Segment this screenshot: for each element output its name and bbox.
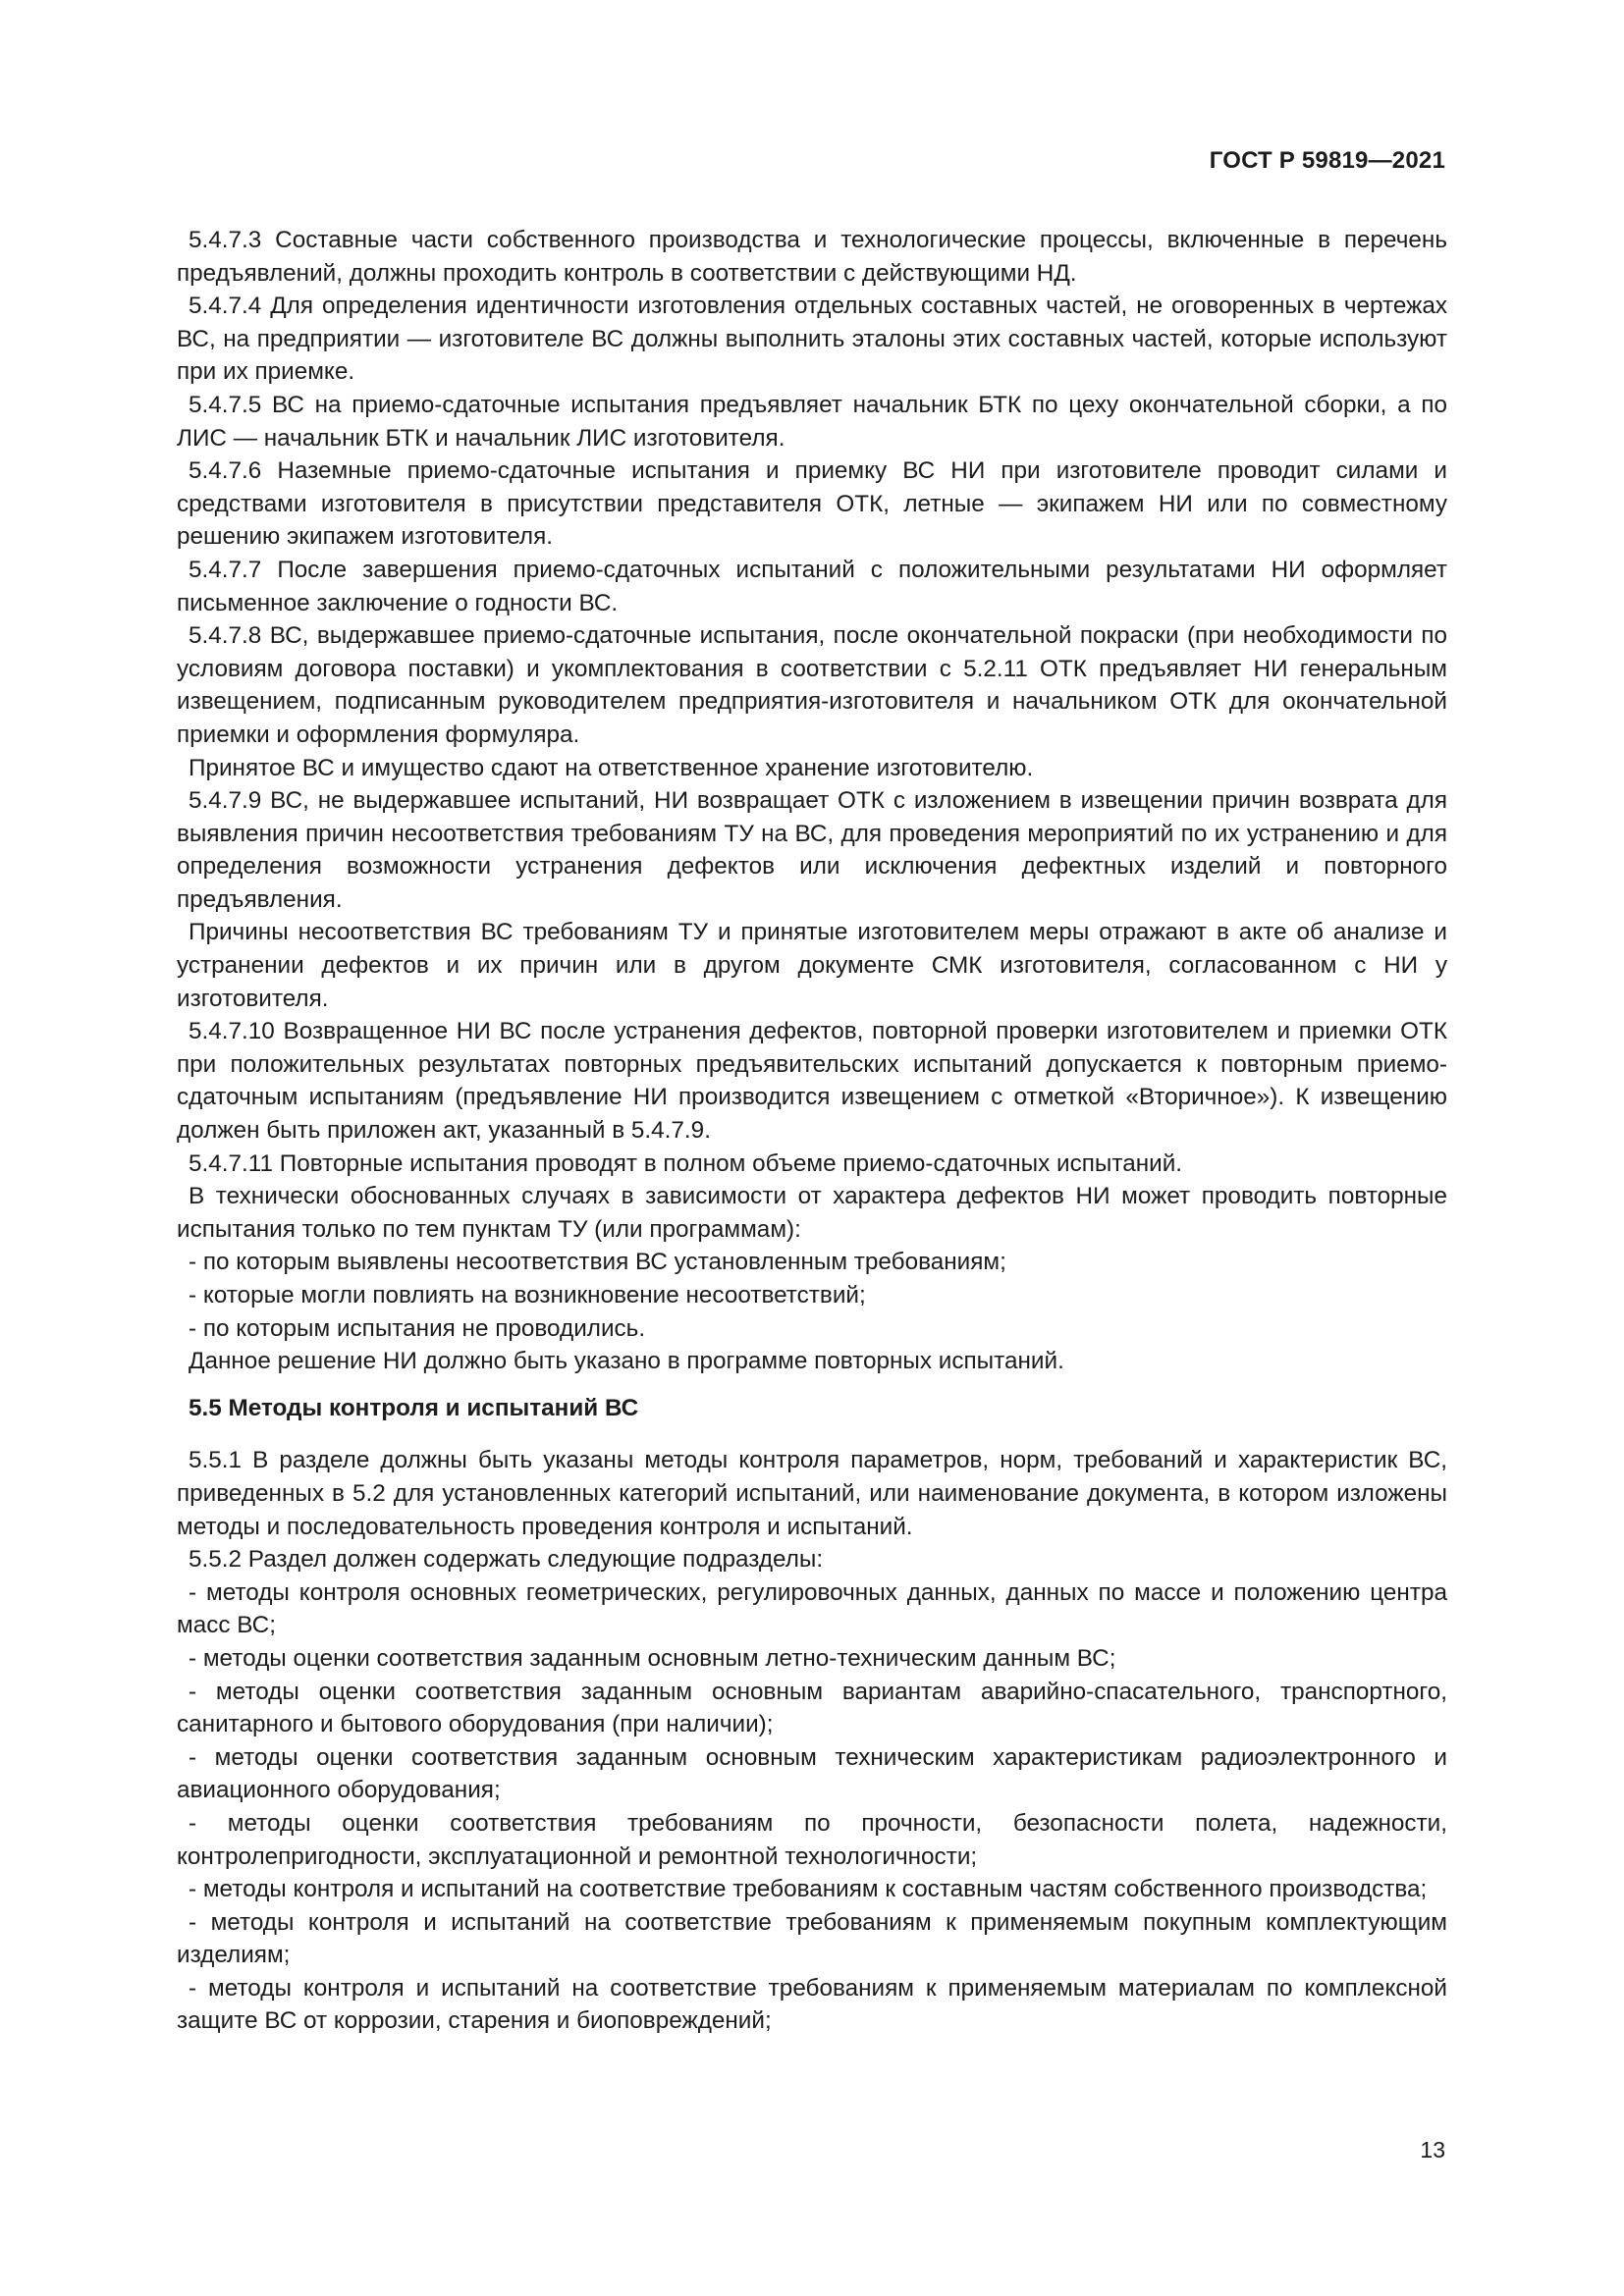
list-item: - методы контроля и испытаний на соответствие требованиям к применяемым покупным комплектующим изделиям; <box>177 1908 1447 1969</box>
paragraph: 5.4.7.8 ВС, выдержавшее приемо-сдаточные испытания, после окончательной покраски (при необходимости по условиям договора поставки) и укомплектования в соответствии с 5.2.11 ОТК предъявляет НИ генеральным извещением, подписанным руководителем предприятия-изготовителя и начальником ОТК для окончательной приемки и оформления формуляра. <box>177 622 1447 748</box>
paragraph: 5.5.1 В разделе должны быть указаны методы контроля параметров, норм, требований и характеристик ВС, приведенных в 5.2 для установленных категорий испытаний, или наименование документа, в котором изложены методы и последовательность проведения контроля и испытаний. <box>177 1447 1447 1540</box>
page-number: 13 <box>1420 2137 1445 2163</box>
list-item: - методы оценки соответствия требованиям по прочности, безопасности полета, надежности, контролепригодности, эксплуатационной и ремонтной технологичности; <box>177 1809 1447 1870</box>
list-item: - методы оценки соответствия заданным основным летно-техническим данным ВС; <box>189 1644 1116 1672</box>
paragraph: Причины несоответствия ВС требованиям ТУ и принятые изготовителем меры отражают в акте об анализе и устранении дефектов и их причин или в другом документе СМК изготовителя, согласованном с НИ у изготовителя. <box>177 919 1447 1012</box>
list-item: - методы оценки соответствия заданным основным техническим характеристикам радиоэлектронного и авиационного оборудования; <box>177 1743 1447 1804</box>
section-heading: 5.5 Методы контроля и испытаний ВС <box>189 1394 639 1421</box>
paragraph: Данное решение НИ должно быть указано в программе повторных испытаний. <box>189 1348 1064 1375</box>
paragraph: В технически обоснованных случаях в зависимости от характера дефектов НИ может проводить повторные испытания только по тем пунктам ТУ (или программам): <box>177 1183 1447 1243</box>
list-item: - методы контроля основных геометрических, регулировочных данных, данных по массе и положению центра масс ВС; <box>177 1578 1447 1639</box>
paragraph: 5.5.2 Раздел должен содержать следующие подразделы: <box>189 1546 824 1574</box>
list-item: - которые могли повлиять на возникновение несоответствий; <box>189 1282 866 1308</box>
document-header-code: ГОСТ Р 59819—2021 <box>1209 147 1445 174</box>
paragraph: Принятое ВС и имущество сдают на ответственное хранение изготовителю. <box>189 754 1034 781</box>
list-item: - методы оценки соответствия заданным основным вариантам аварийно-спасательного, транспортного, санитарного и бытового оборудования (при наличии); <box>177 1678 1447 1738</box>
paragraph: 5.4.7.9 ВС, не выдержавшее испытаний, НИ возвращает ОТК с изложением в извещении причин возврата для выявления причин несоответствия требованиям ТУ на ВС, для проведения мероприятий по их устранению и для определения возможности устранения дефектов или исключения дефектных изделий и повторного предъявления. <box>177 787 1447 913</box>
paragraph: 5.4.7.4 Для определения идентичности изготовления отдельных составных частей, не оговоренных в чертежах ВС, на предприятии — изготовителе ВС должны выполнить эталоны этих составных частей, которые используют при их приемке. <box>177 293 1447 386</box>
list-item: - по которым испытания не проводились. <box>189 1314 646 1342</box>
paragraph: 5.4.7.11 Повторные испытания проводят в полном объеме приемо-сдаточных испытаний. <box>189 1149 1183 1177</box>
document-body <box>177 224 1447 2038</box>
paragraph: 5.4.7.7 После завершения приемо-сдаточных испытаний с положительными результатами НИ оформляет письменное заключение о годности ВС. <box>177 556 1447 616</box>
list-item: - методы контроля и испытаний на соответствие требованиям к применяемым материалам по комплексной защите ВС от коррозии, старения и биоповреждений; <box>177 1974 1447 2035</box>
list-item: - по которым выявлены несоответствия ВС установленным требованиям; <box>189 1249 1006 1276</box>
paragraph: 5.4.7.3 Составные части собственного производства и технологические процессы, включенные в перечень предъявлений, должны проходить контроль в соответствии с действующими НД. <box>177 227 1447 287</box>
paragraph: 5.4.7.5 ВС на приемо-сдаточные испытания предъявляет начальник БТК по цеху окончательной сборки, а по ЛИС — начальник БТК и начальник ЛИС изготовителя. <box>177 391 1447 452</box>
list-item: - методы контроля и испытаний на соответствие требованиям к составным частям собственного производства; <box>189 1876 1428 1903</box>
paragraph: 5.4.7.6 Наземные приемо-сдаточные испытания и приемку ВС НИ при изготовителе проводит силами и средствами изготовителя в присутствии представителя ОТК, летные — экипажем НИ или по совместному решению экипажем изготовителя. <box>177 457 1447 551</box>
paragraph: 5.4.7.10 Возвращенное НИ ВС после устранения дефектов, повторной проверки изготовителем и приемки ОТК при положительных результатах повторных предъявительских испытаний допускается к повторным приемо-сдаточным испытаниям (предъявление НИ производится извещением с отметкой «Вторичное»). К извещению должен быть приложен акт, указанный в 5.4.7.9. <box>177 1018 1447 1145</box>
